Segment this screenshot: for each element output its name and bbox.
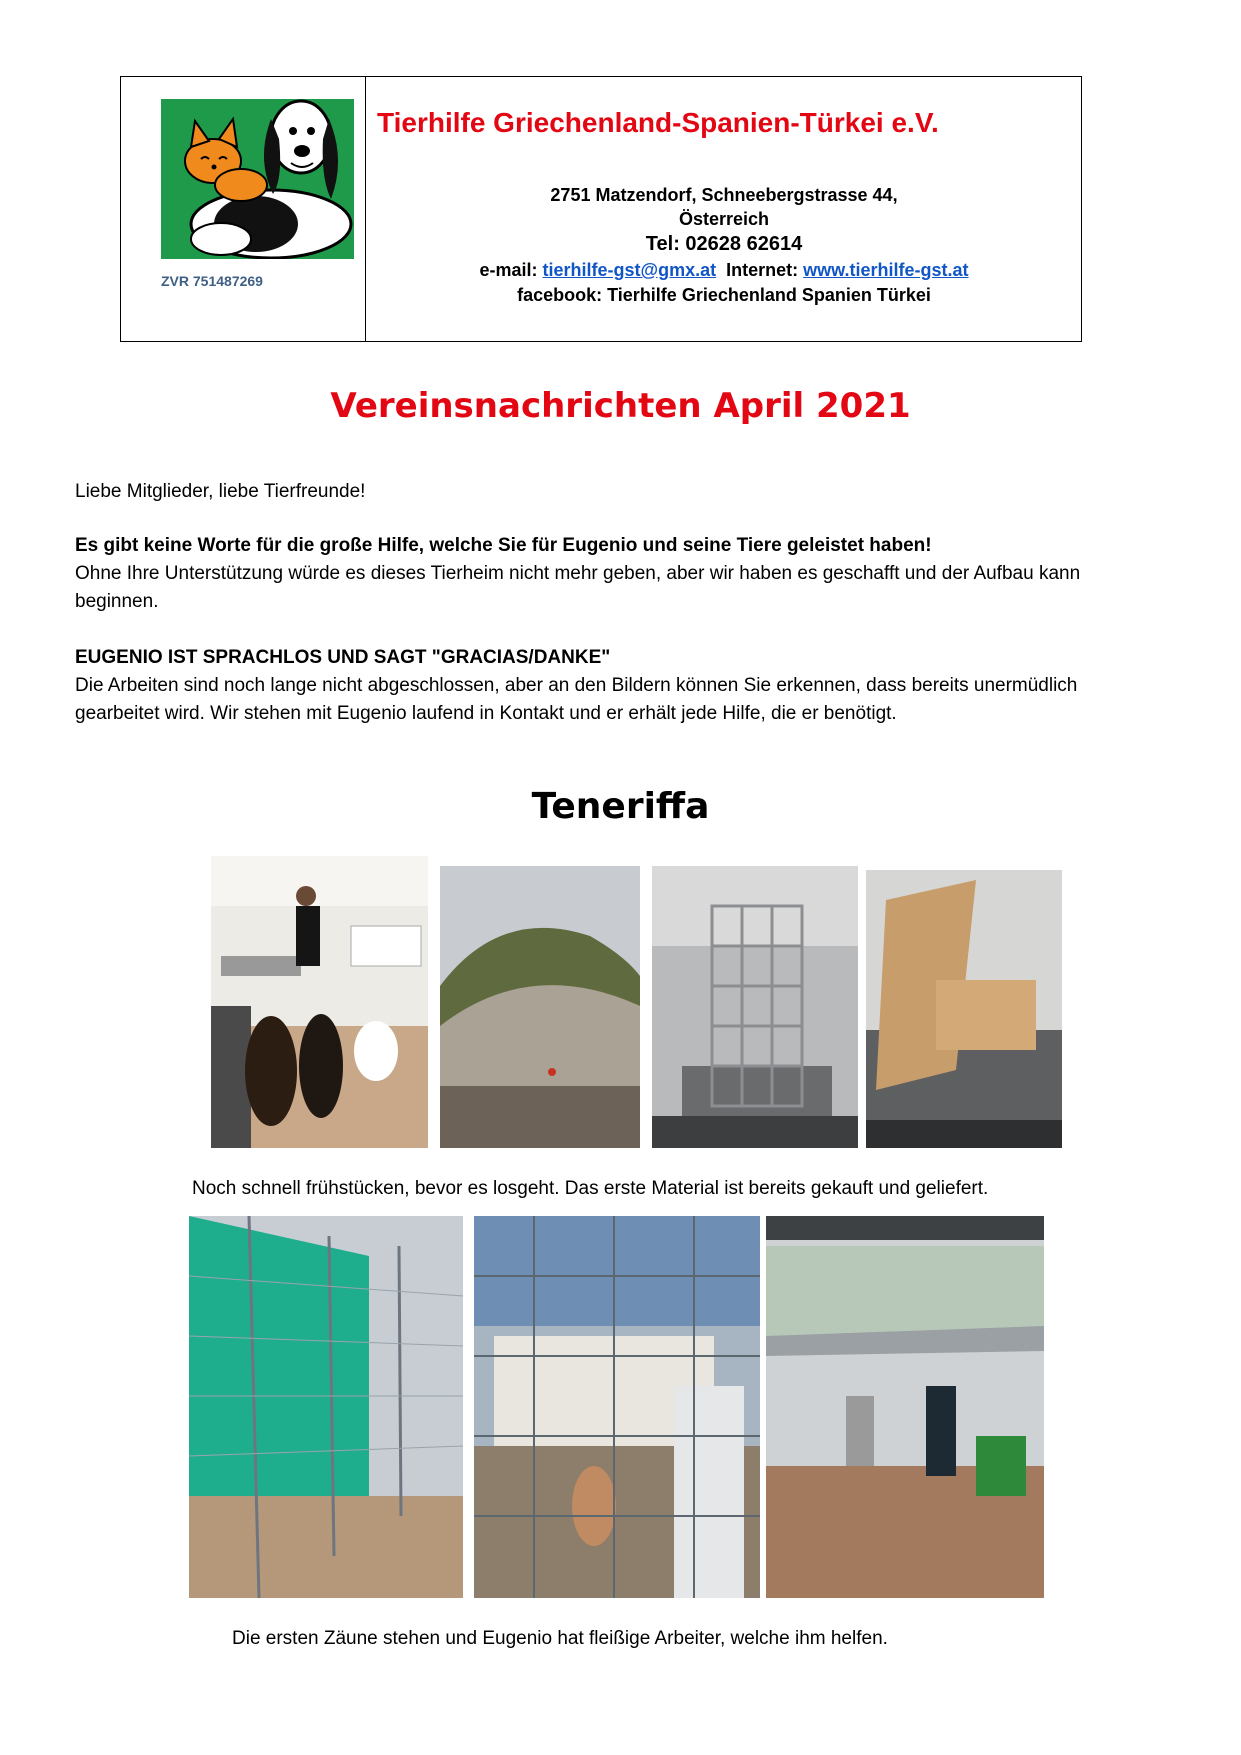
photo-caption-1: Noch schnell frühstücken, bevor es losgeht. Das erste Material ist bereits gekauft und geliefert. <box>192 1178 989 1199</box>
facebook-line: facebook: Tierhilfe Griechenland Spanien Türkei <box>517 285 931 305</box>
country-line: Österreich <box>678 209 770 229</box>
section-title: Teneriffa <box>531 786 710 827</box>
photo-van-fencing <box>652 866 858 1148</box>
thanks-heading: Es gibt keine Worte für die große Hilfe, welche Sie für Eugenio und seine Tiere geleistet haben! <box>75 535 932 556</box>
address-line: 2751 Matzendorf, Schneebergstrasse 44, <box>550 185 898 205</box>
telephone: Tel: 02628 62614 <box>645 233 803 255</box>
eugenio-paragraph <box>75 644 1155 728</box>
thanks-paragraph <box>75 532 1155 616</box>
greeting: Liebe Mitglieder, liebe Tierfreunde! <box>75 481 366 502</box>
letterhead <box>120 76 1082 342</box>
photo-workers-digging <box>474 1216 760 1598</box>
photo-van-wood <box>866 870 1062 1148</box>
photo-workers-shelter <box>766 1216 1044 1598</box>
website-link[interactable]: www.tierhilfe-gst.at <box>803 260 969 280</box>
organization-name: Tierhilfe Griechenland-Spanien-Türkei e.V. <box>377 107 939 138</box>
photo-kitchen-dogs <box>211 856 428 1148</box>
newsletter-title: Vereinsnachrichten April 2021 <box>330 386 911 426</box>
cat-and-dog-logo <box>161 99 354 259</box>
thanks-text: Ohne Ihre Unterstützung würde es dieses Tierheim nicht mehr geben, aber wir haben es geschafft und der Aufbau kann beginnen. <box>75 563 1081 612</box>
internet-label: Internet: <box>726 260 799 280</box>
zvr-number: ZVR 751487269 <box>161 273 263 289</box>
email-link[interactable]: tierhilfe-gst@gmx.at <box>542 260 717 280</box>
eugenio-text: Die Arbeiten sind noch lange nicht abgeschlossen, aber an den Bildern können Sie erkennen, dass bereits unermüdlich gearbeitet wird. Wir stehen mit Eugenio laufend in Kontakt und er erhält jede Hilfe, die er benötigt. <box>75 675 1078 724</box>
email-label: e-mail: <box>479 260 538 280</box>
photo-gravel-hill <box>440 866 640 1148</box>
eugenio-heading: EUGENIO IST SPRACHLOS UND SAGT "GRACIAS/DANKE" <box>75 647 611 668</box>
photo-fence-green-net <box>189 1216 463 1598</box>
contact-line <box>365 260 1083 281</box>
photo-caption-2: Die ersten Zäune stehen und Eugenio hat fleißige Arbeiter, welche ihm helfen. <box>232 1628 888 1649</box>
